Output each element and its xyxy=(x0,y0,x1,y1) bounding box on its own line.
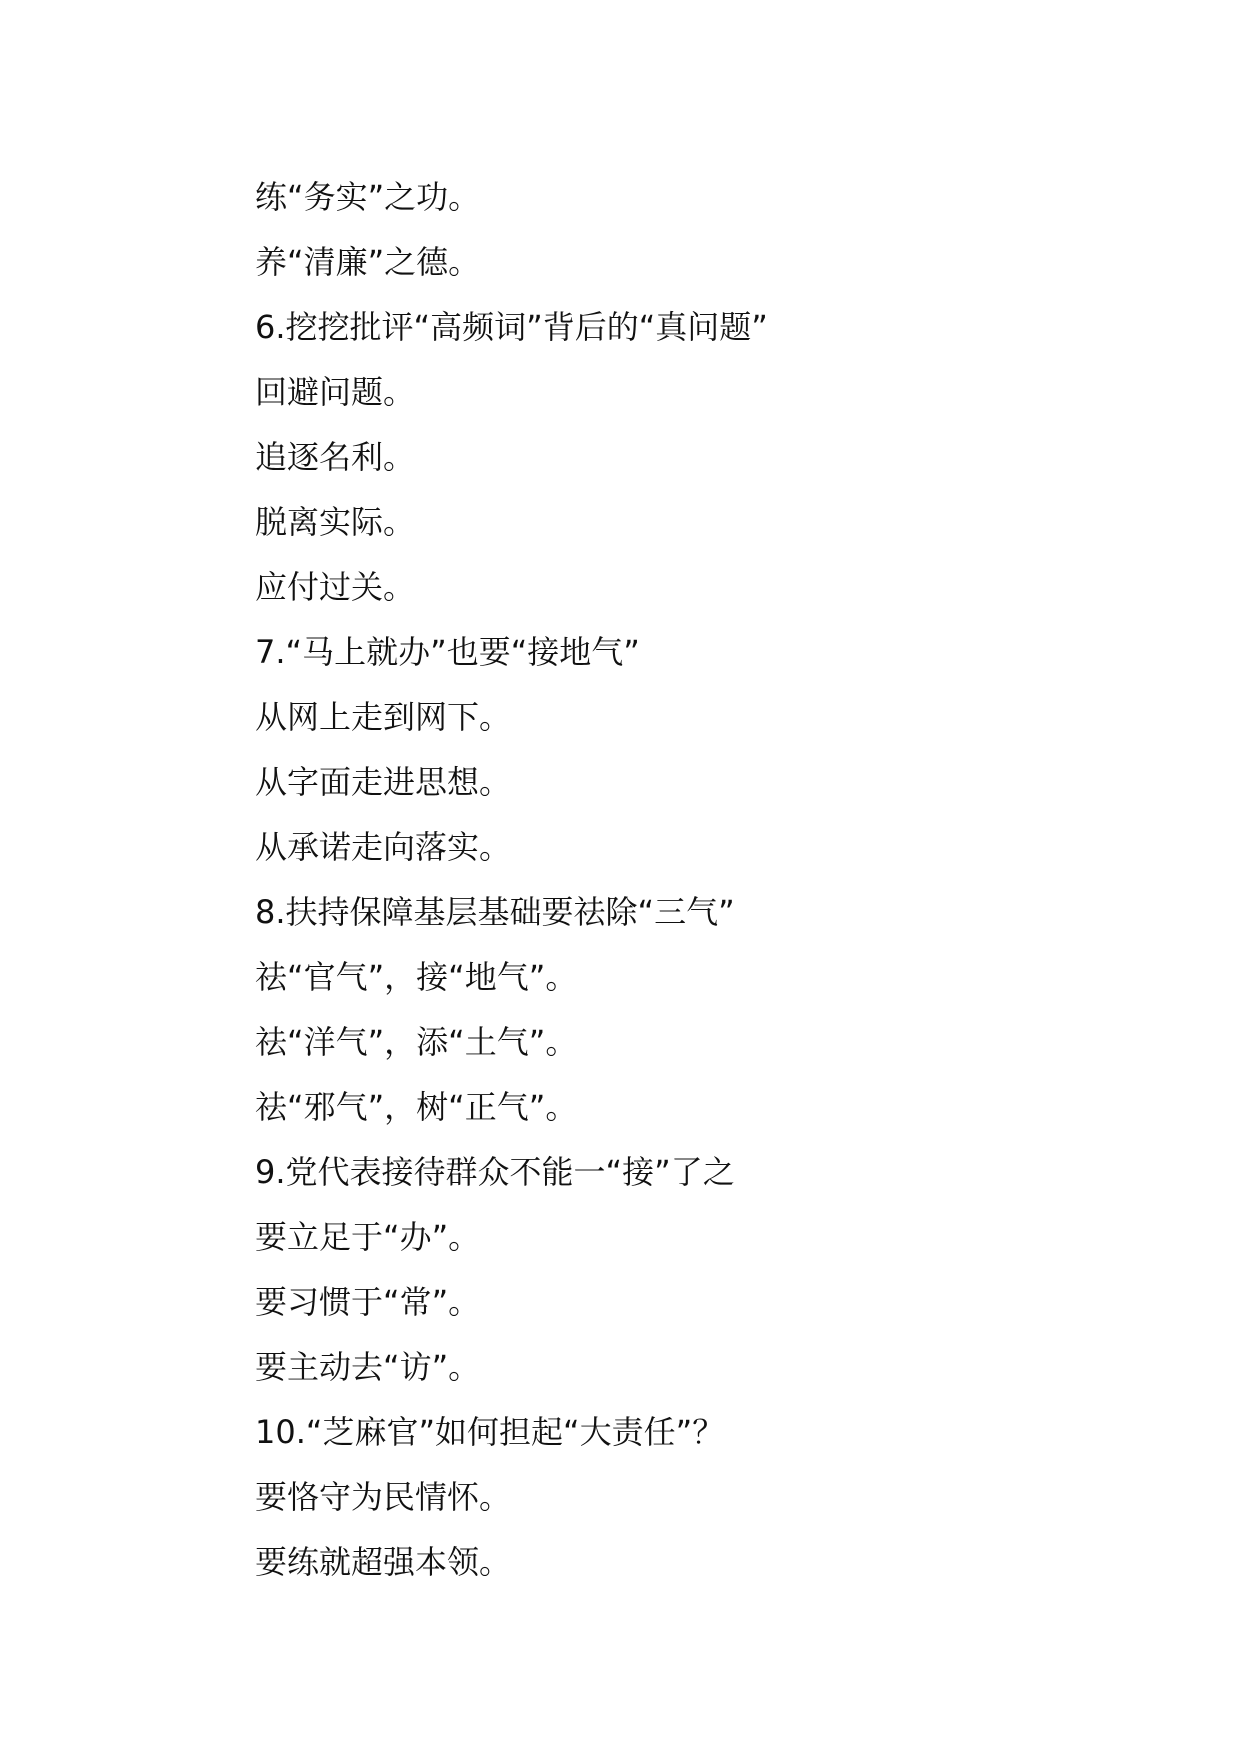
list-item: 要习惯于“常”。 xyxy=(255,1283,481,1321)
section-heading: 8.扶持保障基层基础要祛除“三气” xyxy=(255,893,735,931)
list-item: 要练就超强本领。 xyxy=(255,1543,512,1581)
list-item: 追逐名利。 xyxy=(255,438,416,476)
list-item: 从字面走进思想。 xyxy=(255,763,512,801)
section-heading: 6.挖挖批评“高频词”背后的“真问题” xyxy=(255,308,768,346)
section-heading: 10.“芝麻官”如何担起“大责任”？ xyxy=(255,1413,725,1451)
list-item: 祛“官气”，接“地气”。 xyxy=(255,958,578,996)
list-item: 脱离实际。 xyxy=(255,503,416,541)
list-item: 练“务实”之功。 xyxy=(255,178,481,216)
list-item: 祛“邪气”，树“正气”。 xyxy=(255,1088,578,1126)
list-item: 养“清廉”之德。 xyxy=(255,243,481,281)
list-item: 要恪守为民情怀。 xyxy=(255,1478,512,1516)
list-item: 从网上走到网下。 xyxy=(255,698,512,736)
document-body xyxy=(255,165,1155,1595)
list-item: 要立足于“办”。 xyxy=(255,1218,481,1256)
list-item: 应付过关。 xyxy=(255,568,416,606)
list-item: 回避问题。 xyxy=(255,373,416,411)
section-heading: 7.“马上就办”也要“接地气” xyxy=(255,633,640,671)
list-item: 从承诺走向落实。 xyxy=(255,828,512,866)
list-item: 祛“洋气”，添“土气”。 xyxy=(255,1023,578,1061)
section-heading: 9.党代表接待群众不能一“接”了之 xyxy=(255,1153,735,1191)
list-item: 要主动去“访”。 xyxy=(255,1348,481,1386)
